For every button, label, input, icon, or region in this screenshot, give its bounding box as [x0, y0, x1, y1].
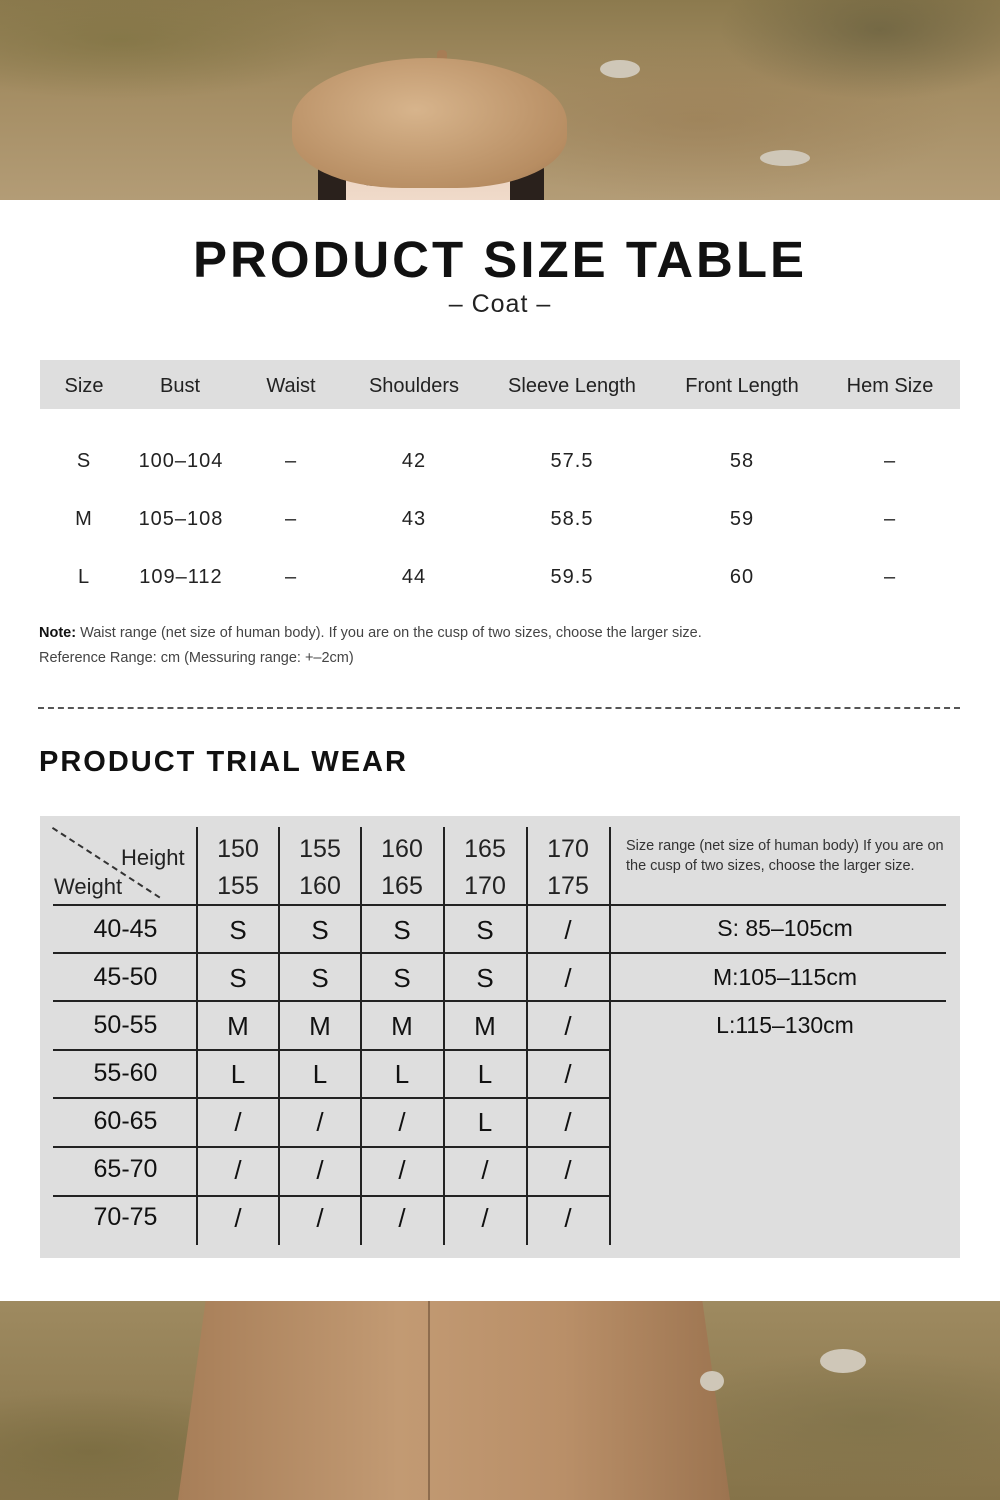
size-fit-cell: S	[393, 963, 411, 993]
hem-size-cell: –	[883, 450, 897, 472]
size-fit-cell: M	[227, 1011, 249, 1041]
size-fit-cell: /	[564, 1107, 572, 1137]
grid-line	[609, 827, 611, 1245]
size-cell: S	[76, 450, 92, 472]
size-range-note: Size range (net size of human body) If you are on the cusp of two sizes, choose the larger size.	[626, 838, 944, 874]
trial-wear-title: PRODUCT TRIAL WEAR	[39, 746, 408, 778]
size-fit-cell: L	[230, 1059, 246, 1089]
rock-shape	[760, 150, 810, 166]
shoulders-cell: 43	[401, 508, 427, 530]
beret-hat	[292, 58, 567, 188]
size-cell: M	[75, 508, 93, 530]
size-fit-cell: L	[477, 1107, 493, 1137]
bust-cell: 109–112	[139, 566, 223, 588]
size-fit-cell: S	[311, 963, 329, 993]
size-table-title: PRODUCT SIZE TABLE	[192, 231, 808, 288]
size-range-s: S: 85–105cm	[717, 915, 853, 941]
size-fit-cell: L	[312, 1059, 328, 1089]
weight-range-cell: 60-65	[93, 1107, 158, 1135]
waist-cell: –	[284, 508, 298, 530]
sleeve-length-cell: 59.5	[550, 566, 594, 588]
size-fit-cell: /	[398, 1155, 406, 1185]
height-range-start: 165	[464, 835, 506, 863]
size-fit-cell: M	[391, 1011, 413, 1041]
weight-range-cell: 55-60	[93, 1059, 158, 1087]
coat-image	[178, 1301, 730, 1500]
column-header-front-length: Front Length	[685, 375, 799, 397]
height-range-start: 155	[299, 835, 341, 863]
column-header-hem-size: Hem Size	[846, 375, 934, 397]
note-text: Waist range (net size of human body). If you are on the cusp of two sizes, choose the larger size.	[76, 625, 702, 641]
note-label: Note:	[39, 625, 77, 641]
sleeve-length-cell: 57.5	[550, 450, 594, 472]
sleeve-length-cell: 58.5	[550, 508, 594, 530]
size-fit-cell: /	[316, 1203, 324, 1233]
column-header-waist: Waist	[266, 375, 316, 397]
size-fit-cell: S	[476, 915, 494, 945]
weight-label: Weight	[54, 874, 123, 899]
bust-cell: 100–104	[138, 450, 224, 472]
rock-shape	[600, 60, 640, 78]
height-range-header	[279, 831, 361, 905]
column-header-sleeve-length: Sleeve Length	[508, 375, 636, 397]
size-fit-cell: M	[474, 1011, 496, 1041]
reference-range-note: Reference Range: cm (Messuring range: +–2cm)	[39, 650, 354, 666]
grid-line	[53, 1049, 611, 1051]
size-table-subtitle: – Coat –	[448, 290, 552, 318]
weight-range-cell: 40-45	[93, 915, 158, 943]
grid-line	[53, 1195, 611, 1197]
size-fit-cell: S	[476, 963, 494, 993]
shoulders-cell: 44	[401, 566, 427, 588]
section-divider	[38, 707, 960, 709]
height-range-end: 170	[464, 872, 506, 900]
size-fit-cell: L	[477, 1059, 493, 1089]
size-fit-cell: /	[564, 1203, 572, 1233]
size-fit-cell: /	[564, 963, 572, 993]
height-label: Height	[121, 845, 185, 870]
grid-line	[53, 1146, 611, 1148]
size-fit-cell: L	[394, 1059, 410, 1089]
hem-size-cell: –	[883, 566, 897, 588]
size-fit-cell: /	[398, 1203, 406, 1233]
size-range-l: L:115–130cm	[716, 1012, 854, 1038]
size-fit-cell: /	[316, 1155, 324, 1185]
rock-shape	[700, 1371, 724, 1391]
size-fit-cell: /	[564, 915, 572, 945]
front-length-cell: 58	[729, 450, 755, 472]
weight-range-cell: 70-75	[93, 1203, 158, 1231]
size-fit-cell: /	[234, 1155, 242, 1185]
waist-cell: –	[284, 566, 298, 588]
size-fit-cell: M	[309, 1011, 331, 1041]
size-fit-cell: S	[229, 915, 247, 945]
front-length-cell: 59	[729, 508, 755, 530]
size-fit-cell: /	[481, 1155, 489, 1185]
height-range-start: 170	[547, 835, 589, 863]
size-fit-cell: /	[564, 1011, 572, 1041]
height-range-end: 160	[299, 872, 341, 900]
column-header-shoulders: Shoulders	[368, 375, 460, 397]
weight-range-cell: 50-55	[93, 1011, 158, 1039]
size-fit-cell: /	[481, 1203, 489, 1233]
height-range-header	[361, 831, 443, 905]
size-fit-cell: /	[234, 1107, 242, 1137]
height-range-start: 160	[381, 835, 423, 863]
size-fit-cell: /	[316, 1107, 324, 1137]
size-fit-cell: /	[398, 1107, 406, 1137]
front-length-cell: 60	[729, 566, 755, 588]
size-fit-cell: /	[564, 1155, 572, 1185]
size-fit-cell: S	[229, 963, 247, 993]
size-fit-cell: /	[234, 1203, 242, 1233]
waist-cell: –	[284, 450, 298, 472]
column-header-bust: Bust	[159, 375, 201, 397]
shoulders-cell: 42	[401, 450, 427, 472]
weight-range-cell: 65-70	[93, 1155, 158, 1183]
height-range-end: 155	[217, 872, 259, 900]
height-range-header	[527, 831, 609, 905]
grid-line	[53, 1097, 611, 1099]
size-cell: L	[77, 566, 91, 588]
size-range-m: M:105–115cm	[712, 964, 858, 990]
header-photo	[0, 0, 1000, 200]
size-fit-cell: S	[393, 915, 411, 945]
grid-line	[53, 1000, 946, 1002]
weight-range-cell: 45-50	[93, 963, 158, 991]
height-range-start: 150	[217, 835, 259, 863]
hem-size-cell: –	[883, 508, 897, 530]
size-note	[39, 625, 702, 641]
column-header-size: Size	[64, 375, 104, 397]
height-range-header	[197, 831, 279, 905]
footer-photo	[0, 1301, 1000, 1500]
size-fit-cell: /	[564, 1059, 572, 1089]
height-range-end: 175	[547, 872, 589, 900]
grid-line	[53, 952, 946, 954]
height-range-end: 165	[381, 872, 423, 900]
bust-cell: 105–108	[138, 508, 224, 530]
coat-seam	[428, 1301, 430, 1500]
size-fit-cell: S	[311, 915, 329, 945]
height-range-header	[444, 831, 526, 905]
rock-shape	[820, 1349, 866, 1373]
